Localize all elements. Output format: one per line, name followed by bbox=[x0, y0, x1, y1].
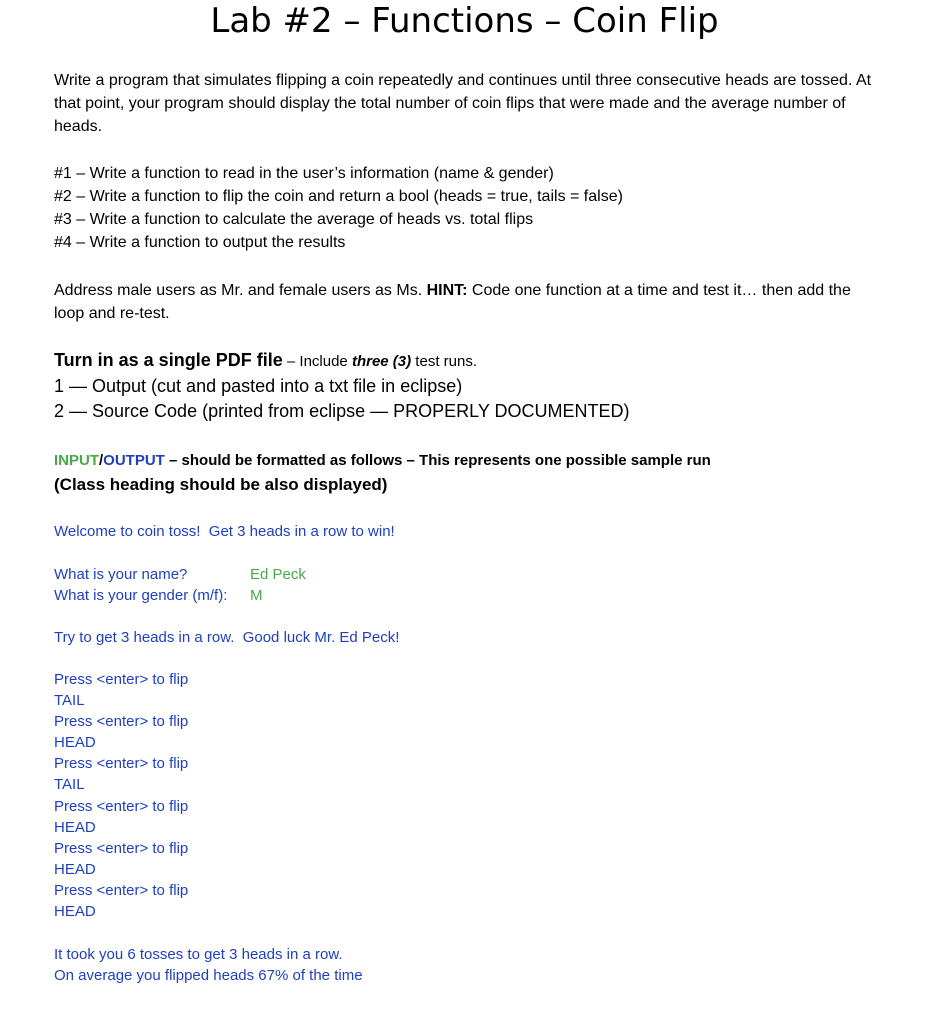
sample-flip-line: Press <enter> to flip bbox=[54, 713, 189, 730]
sample-flip-line: Press <enter> to flip bbox=[54, 798, 189, 815]
address-text: Address male users as Mr. and female users as Ms. bbox=[54, 282, 427, 299]
address-paragraph bbox=[54, 279, 884, 325]
turnin-item-2: 2 — Source Code (printed from eclipse — PROPERLY DOCUMENTED) bbox=[54, 401, 630, 421]
io-heading-rest: – should be formatted as follows – This represents one possible sample run bbox=[164, 452, 711, 469]
hint-text: Code one function at a time and test it… then add the loop and re-test. bbox=[54, 282, 851, 322]
sample-name-answer: Ed Peck bbox=[250, 566, 306, 583]
sample-flip-line: HEAD bbox=[54, 819, 96, 836]
task-2: #2 – Write a function to flip the coin and return a bool (heads = true, tails = false) bbox=[54, 188, 623, 205]
sample-flip-line: TAIL bbox=[54, 776, 85, 793]
sample-gender-prompt: What is your gender (m/f): bbox=[54, 587, 228, 604]
page-title: Lab #2 – Functions – Coin Flip bbox=[210, 1, 719, 41]
turnin-item-1: 1 — Output (cut and pasted into a txt file in eclipse) bbox=[54, 376, 463, 396]
intro-paragraph: Write a program that simulates flipping a coin repeatedly and continues until three consecutive heads are tossed. At that point, your program should display the total number of coin flips that were made and the average number of heads. bbox=[54, 72, 872, 135]
sample-flip-line: HEAD bbox=[54, 861, 96, 878]
sample-flip-line: HEAD bbox=[54, 734, 96, 751]
task-4: #4 – Write a function to output the results bbox=[54, 234, 346, 251]
io-output-label: OUTPUT bbox=[103, 452, 165, 469]
sample-flip-line: HEAD bbox=[54, 903, 96, 920]
sample-flip-line: Press <enter> to flip bbox=[54, 755, 189, 772]
io-heading bbox=[54, 450, 711, 472]
io-slash: / bbox=[99, 452, 104, 469]
turnin-include-prefix: Include bbox=[299, 353, 352, 370]
sample-flip-line: TAIL bbox=[54, 692, 85, 709]
sample-gender-answer: M bbox=[250, 587, 263, 604]
sample-flip-line: Press <enter> to flip bbox=[54, 882, 189, 899]
sample-result-average: On average you flipped heads 67% of the time bbox=[54, 967, 363, 984]
task-3: #3 – Write a function to calculate the average of heads vs. total flips bbox=[54, 211, 534, 228]
sample-flip-line: Press <enter> to flip bbox=[54, 840, 189, 857]
sample-flip-line: Press <enter> to flip bbox=[54, 671, 189, 688]
sample-good-luck: Try to get 3 heads in a row. Good luck Mr. Ed Peck! bbox=[54, 629, 400, 646]
sample-result-tosses: It took you 6 tosses to get 3 heads in a row. bbox=[54, 946, 343, 963]
turnin-heading: Turn in as a single PDF file bbox=[54, 350, 283, 370]
turnin-include-suffix: test runs. bbox=[411, 353, 477, 370]
sample-welcome: Welcome to coin toss! Get 3 heads in a row to win! bbox=[54, 523, 395, 540]
sample-name-prompt: What is your name? bbox=[54, 566, 188, 583]
task-1: #1 – Write a function to read in the user’s information (name & gender) bbox=[54, 165, 554, 182]
hint-label: HINT: bbox=[426, 282, 468, 299]
io-heading-line2: (Class heading should be also displayed) bbox=[54, 475, 388, 494]
turnin-heading-line bbox=[54, 348, 477, 374]
turnin-dash: – bbox=[282, 353, 300, 370]
io-input-label: INPUT bbox=[54, 452, 99, 469]
turnin-include-emph: three (3) bbox=[351, 353, 412, 370]
